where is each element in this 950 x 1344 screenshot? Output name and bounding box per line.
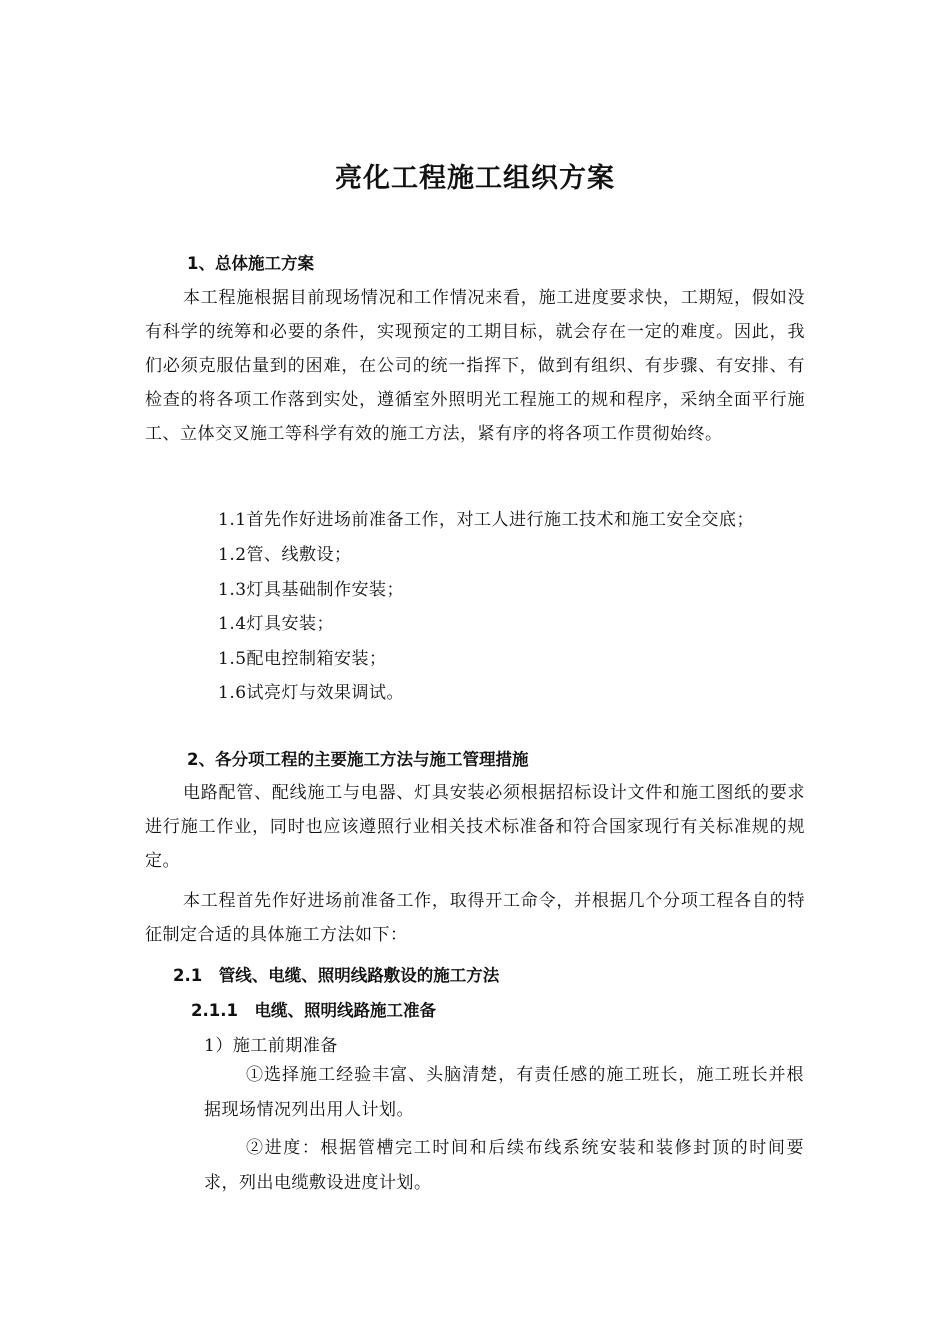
section-2-heading: 2、各分项工程的主要施工方法与施工管理措施 <box>187 750 529 769</box>
step-label: 1）施工前期准备 <box>204 1036 338 1056</box>
list-item-1-2: 1.2管、线敷设； <box>218 545 352 565</box>
list-item-1-5: 1.5配电控制箱安装； <box>218 649 387 669</box>
point-2: ②进度：根据管槽完工时间和后续布线系统安装和装修封顶的时间要求，列出电缆敷设进度计划。 <box>204 1138 804 1193</box>
list-item-1-6: 1.6试亮灯与效果调试。 <box>218 683 405 703</box>
subsection-2-1-heading: 2.1 管线、电缆、照明线路敷设的施工方法 <box>173 966 500 985</box>
point-1: ①选择施工经验丰富、头脑清楚，有责任感的施工班长，施工班长并根据现场情况列出用人计划。 <box>204 1065 804 1120</box>
section-2-paragraph-1: 电路配管、配线施工与电器、灯具安装必须根据招标设计文件和施工图纸的要求进行施工作业，同时也应该遵照行业相关技术标准备和符合国家现行有关标准规的规定。 <box>145 783 805 871</box>
section-2-paragraph-2: 本工程首先作好进场前准备工作，取得开工命令，并根据几个分项工程各自的特征制定合适的具体施工方法如下： <box>145 891 805 945</box>
section-1-paragraph: 本工程施根据目前现场情况和工作情况来看，施工进度要求快，工期短，假如没有科学的统筹和必要的条件，实现预定的工期目标，就会存在一定的难度。因此，我们必须克服估量到的困难，在公司的统一指挥下，做到有组织、有步骤、有安排、有检查的将各项工作落到实处，遵循室外照明光工程施工的规和程序，采纳全面平行施工、立体交叉施工等科学有效的施工方法，紧有序的将各项工作贯彻始终。 <box>145 288 805 444</box>
subsection-2-1-1-heading: 2.1.1 电缆、照明线路施工准备 <box>191 1001 436 1020</box>
document-title: 亮化工程施工组织方案 <box>335 163 615 194</box>
list-item-1-3: 1.3灯具基础制作安装； <box>218 580 405 600</box>
section-1-heading: 1、总体施工方案 <box>187 254 314 273</box>
list-item-1-4: 1.4灯具安装； <box>218 614 335 634</box>
list-item-1-1: 1.1首先作好进场前准备工作，对工人进行施工技术和施工安全交底； <box>218 510 755 530</box>
